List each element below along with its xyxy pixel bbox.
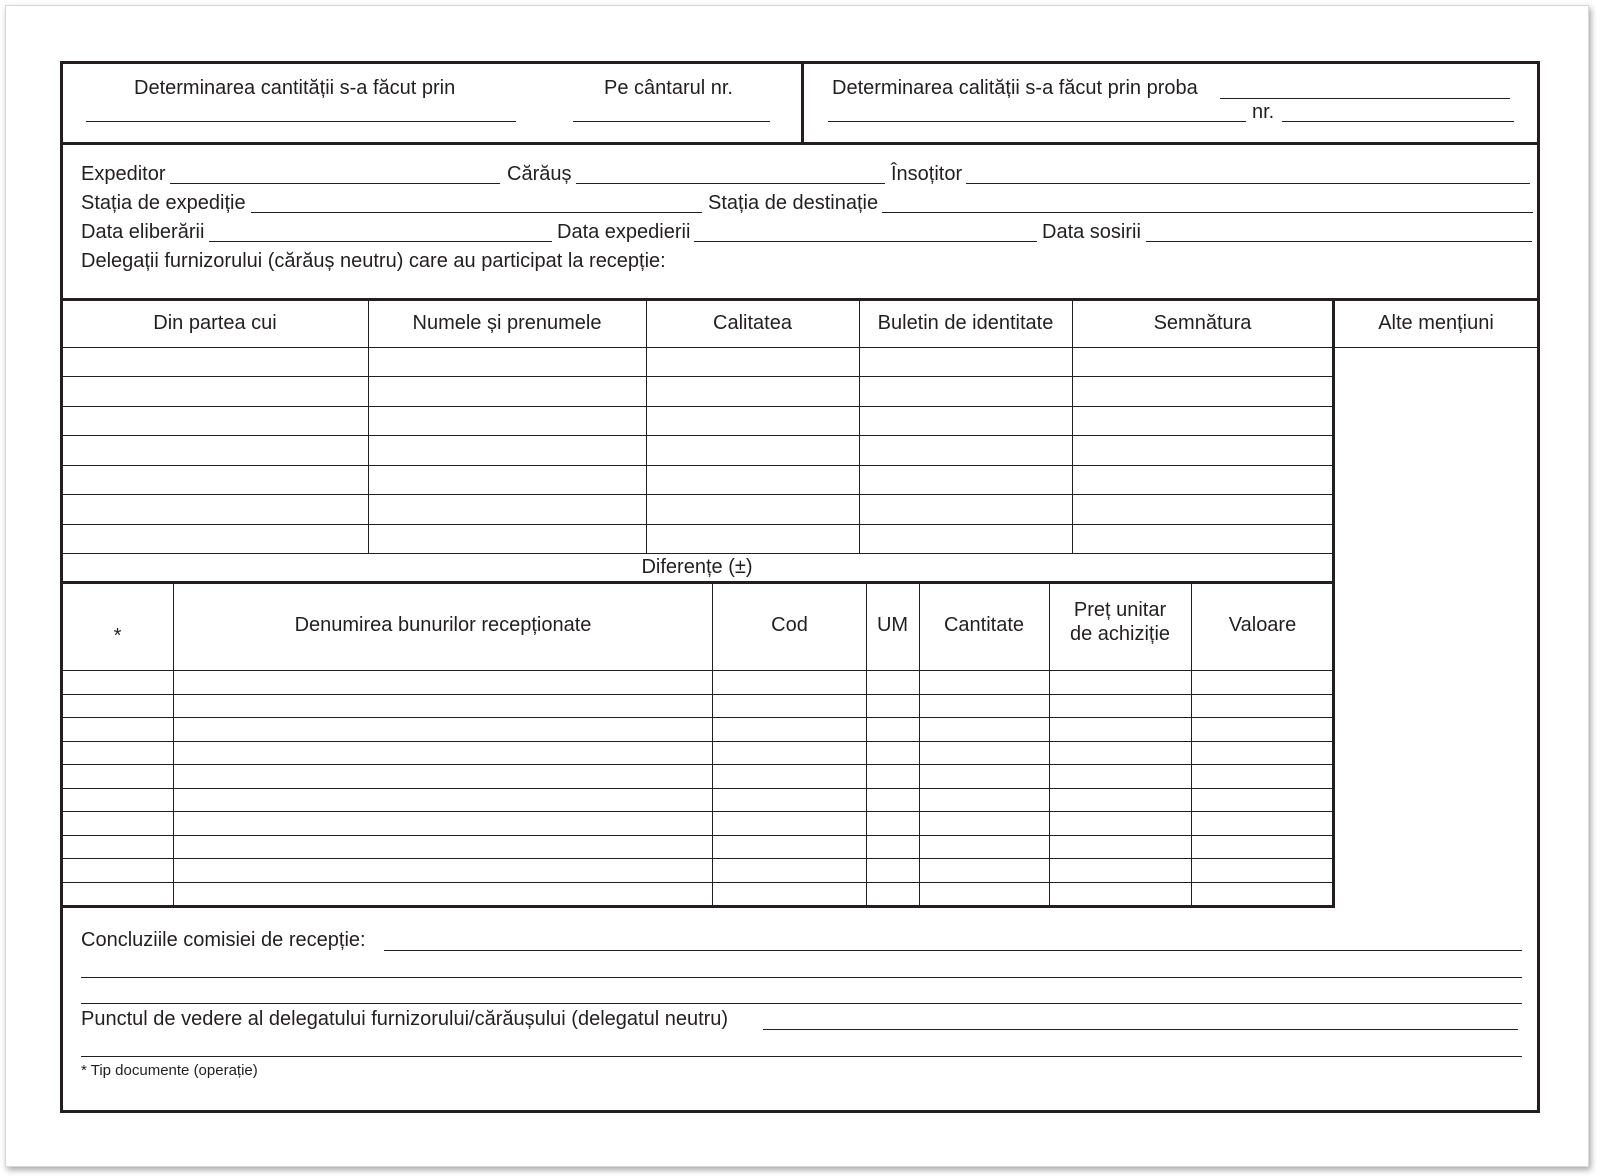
calitate-label: Determinarea calității s-a făcut prin proba [832,77,1198,99]
goods-row-line [60,764,1334,765]
delegates-table-row[interactable] [62,437,1332,463]
goods-row-line [60,788,1334,789]
concluzii-field-2[interactable] [81,977,1522,978]
col-din-partea-cui: Din partea cui [153,312,277,334]
punct-de-vedere-field[interactable] [763,1029,1518,1030]
goods-table-row[interactable] [62,884,1332,905]
delegates-row-line [60,465,1334,466]
diferente-label: Diferențe (±) [641,556,753,578]
col-cod: Cod [771,614,808,636]
insotitor-label: Însoțitor [891,163,963,185]
col-denumirea: Denumirea bunurilor recepționate [294,614,592,636]
cantar-field[interactable] [573,121,770,122]
statia-expeditie-field[interactable] [251,212,702,213]
goods-top [60,581,1334,584]
carau-field[interactable] [576,183,885,184]
carau-label: Cărăuș [507,163,572,185]
punct-de-vedere-label: Punctul de vedere al delegatului furnizorului/cărăușului (delegatul neutru) [81,1008,729,1030]
punct-de-vedere-field-2[interactable] [81,1056,1522,1057]
goods-row-line [60,882,1334,883]
goods-table-row[interactable] [62,860,1332,881]
proba-field[interactable] [1220,98,1510,99]
delegates-row-line [60,435,1334,436]
goods-table-row[interactable] [62,719,1332,740]
proba-field-2[interactable] [828,121,1246,122]
delegates-row-line [60,376,1334,377]
goods-row-line [60,694,1334,695]
goods-row-line [60,858,1334,859]
goods-table-row[interactable] [62,790,1332,811]
top-divider [801,62,804,142]
goods-table-row[interactable] [62,813,1332,834]
col-calitatea: Calitatea [713,312,792,334]
delegates-table-row[interactable] [62,467,1332,493]
delegates-table-row[interactable] [62,526,1332,552]
expeditor-label: Expeditor [81,163,166,185]
statia-destinatie-label: Stația de destinație [708,192,879,214]
delegates-table-row[interactable] [62,378,1332,404]
divider-top [60,142,1540,145]
goods-table-row[interactable] [62,837,1332,858]
data-expedierii-field[interactable] [694,241,1037,242]
delegates-table-row[interactable] [62,408,1332,434]
goods-row-line [60,717,1334,718]
goods-row-line [60,741,1334,742]
goods-row-line [60,811,1334,812]
insotitor-field[interactable] [966,183,1530,184]
col-semnatura: Semnătura [1153,312,1252,334]
goods-table-row[interactable] [62,672,1332,693]
delegati-label: Delegații furnizorului (cărăuș neutru) care au participat la recepție: [81,250,666,272]
col-cantitate: Cantitate [943,614,1025,636]
data-sosirii-label: Data sosirii [1042,221,1141,243]
data-sosirii-field[interactable] [1146,241,1532,242]
data-eliberarii-field[interactable] [209,241,552,242]
delegates-table-row[interactable] [62,496,1332,522]
col-alte-mentiuni: Alte mențiuni [1378,312,1494,334]
cantitate-field[interactable] [86,121,516,122]
col-valoare: Valoare [1228,614,1297,636]
nr-label: nr. [1252,101,1275,123]
form-frame [60,61,1540,1113]
col-buletin: Buletin de identitate [877,312,1054,334]
cantar-label: Pe cântarul nr. [604,77,733,99]
col-pret-unitar: Preț unitar [1073,599,1167,621]
col-um: UM [876,614,909,636]
concluzii-field-3[interactable] [81,1003,1522,1004]
goods-table-row[interactable] [62,696,1332,717]
delegates-row-line [60,524,1334,525]
delegates-table-row[interactable] [62,349,1332,375]
goods-bottom [60,905,1334,908]
col-pret-achizitie: de achiziție [1069,623,1171,645]
delegates-header-bottom [60,347,1540,348]
nota-tip-documente: * Tip documente (operație) [81,1062,258,1079]
nr-field[interactable] [1282,121,1514,122]
alte-mentiuni-divider [1332,300,1335,908]
goods-table-row[interactable] [62,743,1332,764]
col-star: * [113,625,122,647]
delegates-row-line [60,494,1334,495]
cantitate-label: Determinarea cantității s-a făcut prin [134,77,456,99]
col-numele: Numele și prenumele [412,312,602,334]
divider-info [60,298,1540,301]
delegates-row-line [60,406,1334,407]
delegates-bottom [60,553,1334,554]
statia-expeditie-label: Stația de expediție [81,192,246,214]
concluzii-field[interactable] [384,950,1522,951]
goods-table-row[interactable] [62,766,1332,787]
data-expedierii-label: Data expedierii [557,221,691,243]
goods-header-bottom [60,670,1334,671]
expeditor-field[interactable] [170,183,500,184]
concluzii-label: Concluziile comisiei de recepție: [81,929,366,951]
data-eliberarii-label: Data eliberării [81,221,205,243]
statia-destinatie-field[interactable] [882,212,1533,213]
goods-row-line [60,835,1334,836]
